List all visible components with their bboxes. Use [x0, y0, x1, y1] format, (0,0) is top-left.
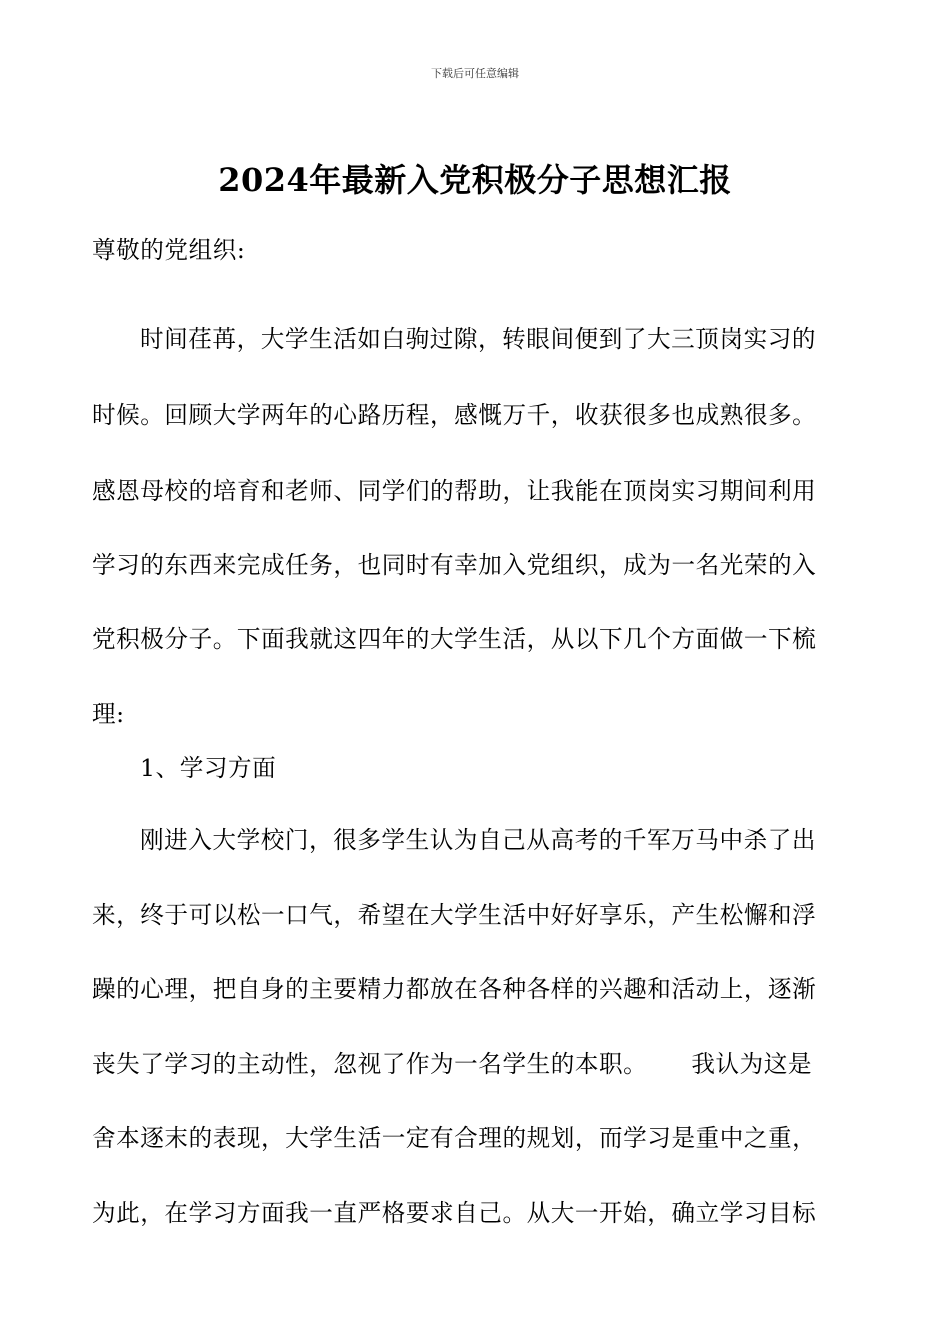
document-title: 2024年最新入党积极分子思想汇报 — [218, 161, 732, 199]
paragraph-line: 刚进入大学校门，很多学生认为自己从高考的千军万马中杀了出 — [140, 826, 817, 854]
paragraph-line: 感恩母校的培育和老师、同学们的帮助，让我能在顶岗实习期间利用 — [92, 477, 817, 505]
salutation: 尊敬的党组织: — [92, 236, 246, 264]
paragraph-line: 为此，在学习方面我一直严格要求自己。从大一开始，确立学习目标 — [92, 1199, 817, 1227]
paragraph-line-part: 我认为这是 — [691, 1050, 813, 1078]
paragraph-line: 来，终于可以松一口气，希望在大学生活中好好享乐，产生松懈和浮 — [92, 901, 817, 929]
document-body — [92, 0, 862, 1344]
header-note: 下载后可任意编辑 — [431, 67, 519, 80]
paragraph-line: 党积极分子。下面我就这四年的大学生活，从以下几个方面做一下梳 — [92, 625, 817, 653]
paragraph-line: 时候。回顾大学两年的心路历程，感慨万千，收获很多也成熟很多。 — [92, 401, 817, 429]
paragraph-line: 时间荏苒，大学生活如白驹过隙，转眼间便到了大三顶岗实习的 — [140, 325, 817, 353]
paragraph-line-part: 丧失了学习的主动性，忽视了作为一名学生的本职。 — [92, 1050, 648, 1078]
section-heading: 1、学习方面 — [140, 754, 277, 782]
paragraph-line — [92, 1047, 812, 1082]
paragraph-line: 躁的心理，把自身的主要精力都放在各种各样的兴趣和活动上，逐渐 — [92, 975, 817, 1003]
paragraph-line: 舍本逐末的表现，大学生活一定有合理的规划，而学习是重中之重， — [92, 1124, 817, 1152]
paragraph-line: 学习的东西来完成任务，也同时有幸加入党组织，成为一名光荣的入 — [92, 551, 817, 579]
paragraph-line: 理: — [92, 700, 125, 728]
